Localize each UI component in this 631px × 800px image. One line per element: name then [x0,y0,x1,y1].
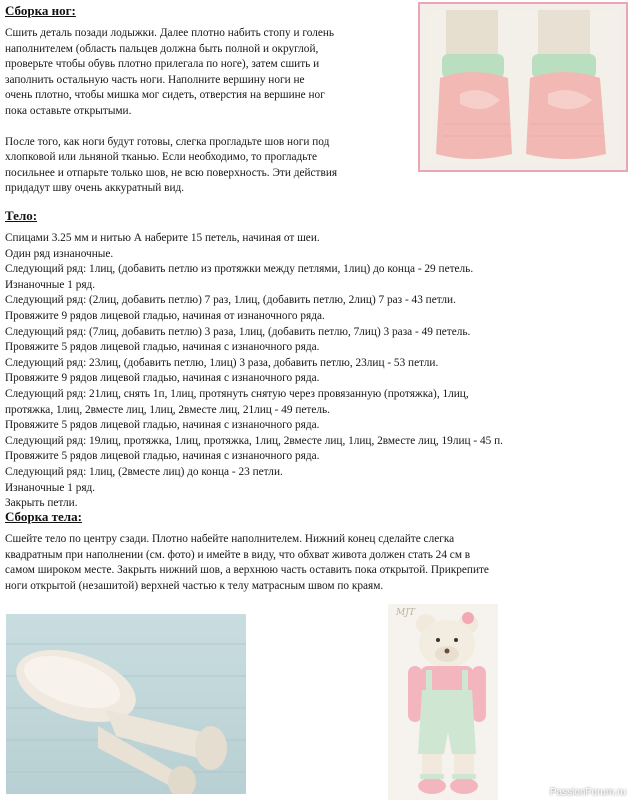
text-line: Следующий ряд: 19лиц, протяжка, 1лиц, протяжка, 1лиц, 2вместе лиц, 1лиц, 2вместе лиц, 19лиц - 45 п. [5,434,503,447]
text-line: Следующий ряд: 1лиц, (добавить петлю из протяжки между петлями, 1лиц) до конца - 29 петель. [5,263,474,276]
text-line: Изнаночные 1 ряд. [5,278,96,291]
text-line: Провяжите 9 рядов лицевой гладью, начиная от изнаночного ряда. [5,309,325,322]
text-line: очень плотно, чтобы мишка мог сидеть, отверстия на вершине ног [5,89,325,102]
text-line: Провяжите 5 рядов лицевой гладью, начиная с изнаночного ряда. [5,341,320,354]
text-line: хлопковой или льняной тканью. Если необходимо, то прогладьте [5,151,317,164]
stuffed-body-photo [6,614,246,794]
text-line: Следующий ряд: (7лиц, добавить петлю) 3 раза, 1лиц, (добавить петлю, 7лиц) 3 раза - 49 петель. [5,325,471,338]
teddy-bear-image [388,604,630,800]
finished-bear-photo [388,604,630,800]
text-line: самом широком месте. Закрыть нижний шов, а верхнюю часть оставить пока открытой. Прикрепите [5,564,489,577]
legs-text [5,26,415,197]
text-line: наполнителем (область пальцев должна быть полной и округлой, [5,42,319,55]
text-line: ноги открытой (незашитой) верхней частью к телу матрасным швом по краям. [5,579,384,592]
assembly-text [5,532,625,594]
body-text [5,231,629,512]
text-line: квадратным при наполнении (см. фото) и имейте в виду, что обхват живота должен стать 24 см в [5,548,471,561]
text-line: После того, как ноги будут готовы, слегка прогладьте шов ноги под [5,135,330,148]
stuffed-body-image [6,614,246,794]
text-line: Следующий ряд: (2лиц, добавить петлю) 7 раз, 1лиц, (добавить петлю, 2лиц) 7 раз - 43 петли. [5,294,456,307]
text-line: протяжка, 1лиц, 2вместе лиц, 1лиц, 2вместе лиц, 21лиц - 49 петель. [5,403,330,416]
legs-photo-frame [418,2,628,172]
assembly-heading: Сборка тела: [5,509,82,524]
site-watermark: PassionForum.ru [549,787,626,798]
text-line: Следующий ряд: 23лиц, (добавить петлю, 1лиц) 3 раза, добавить петлю, 23лиц - 53 петли. [5,356,439,369]
text-line: Изнаночные 1 ряд. [5,481,96,494]
text-line: Провяжите 9 рядов лицевой гладью, начиная с изнаночного ряда. [5,372,320,385]
text-line: Следующий ряд: 1лиц, (2вместе лиц) до конца - 23 петли. [5,465,283,478]
knitted-legs-photo [420,4,626,170]
text-line: Следующий ряд: 21лиц, снять 1п, 1лиц, протянуть снятую через провязанную (протяжка), 1лиц, [5,387,469,400]
text-line: заполнить остальную часть ноги. Наполните вершину ноги не [5,73,305,86]
legs-heading: Сборка ног: [5,3,76,18]
text-line: Сшейте тело по центру сзади. Плотно набейте наполнителем. Нижний конец сделайте слегка [5,533,455,545]
text-line: Провяжите 5 рядов лицевой гладью, начиная с изнаночного ряда. [5,419,320,432]
text-line: Один ряд изнаночные. [5,247,114,260]
text-line: придадут шву очень аккуратный вид. [5,182,185,195]
text-line: Спицами 3.25 мм и нитью А наберите 15 петель, начиная от шеи. [5,232,320,244]
bear-signature: MJT [396,608,415,618]
text-line: проверьте чтобы обувь плотно прилегала по ноге), затем сшить и [5,58,320,71]
text-line: Закрыть петли. [5,497,78,510]
text-line: посильнее и отпарьте только шов, не всю поверхность. Эти действия [5,166,338,179]
text-line: пока оставьте открытыми. [5,104,132,117]
text-line: Провяжите 5 рядов лицевой гладью, начиная с изнаночного ряда. [5,450,320,463]
body-heading: Тело: [5,208,38,223]
text-line: Сшить деталь позади лодыжки. Далее плотно набить стопу и голень [5,27,335,39]
